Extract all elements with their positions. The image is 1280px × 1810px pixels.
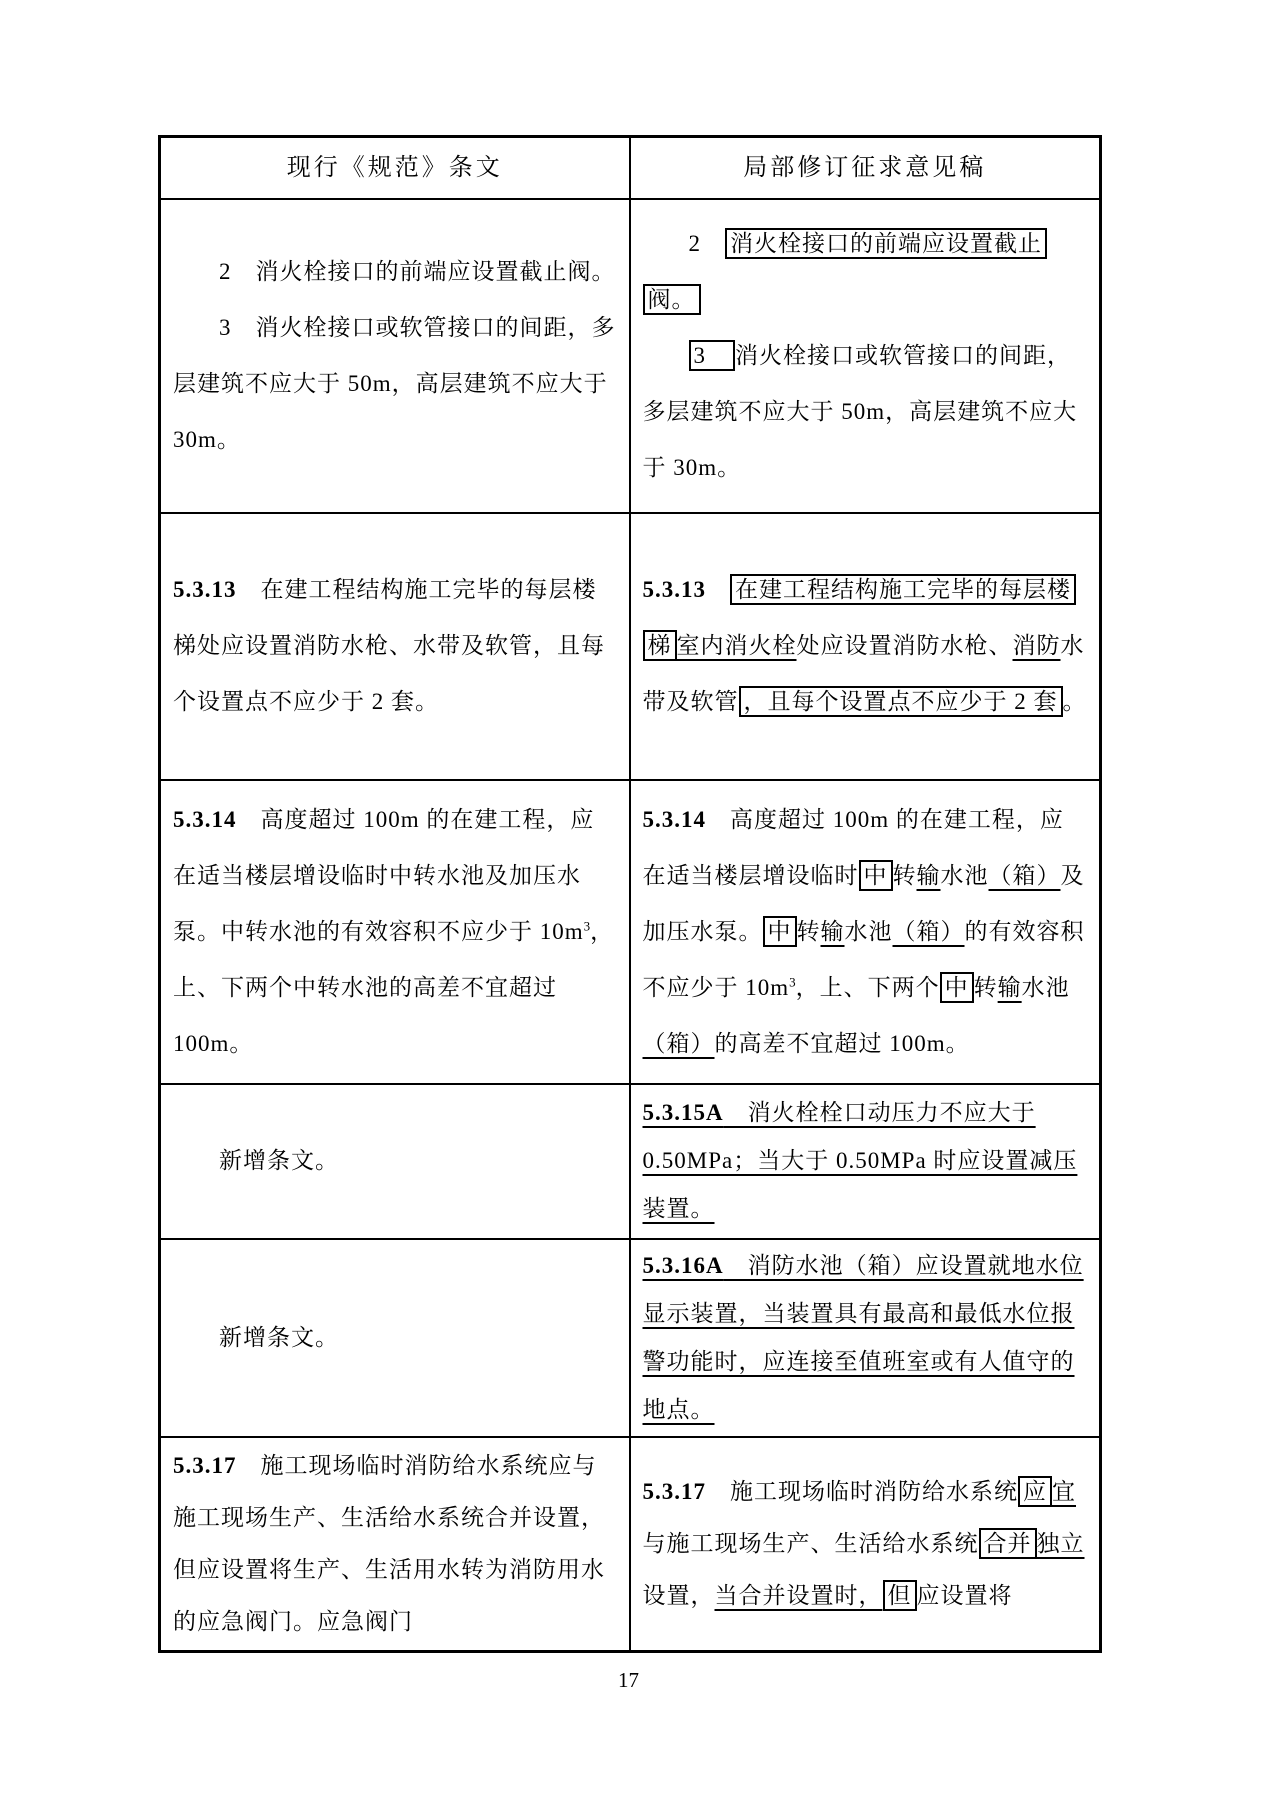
cell-revision-draft-5-3-17 bbox=[630, 1437, 1101, 1652]
deleted-text-box: 中 bbox=[859, 860, 893, 891]
inserted-section-number: 5.3.16A bbox=[642, 1252, 724, 1278]
section-number: 5.3.14 bbox=[173, 806, 237, 832]
cell-current-code-hydrant-connections bbox=[160, 199, 630, 513]
inserted-text: （箱） bbox=[988, 862, 1061, 888]
deleted-text-box: 合并 bbox=[979, 1528, 1037, 1559]
text-run: 3 消火栓接口或软管接口的间距，多层建筑不应大于 50m，高层建筑不应大于 30m。 bbox=[173, 314, 616, 452]
cell-current-code-5-3-16a bbox=[160, 1239, 630, 1437]
inserted-text: （箱） bbox=[642, 1030, 715, 1056]
text-run: 水池 bbox=[940, 862, 989, 888]
text-run bbox=[706, 577, 730, 602]
deleted-text-box: 中 bbox=[940, 972, 974, 1003]
text-run: 转 bbox=[796, 918, 821, 944]
cell-revision-draft-5-3-13 bbox=[630, 513, 1101, 780]
section-number: 5.3.14 bbox=[642, 806, 706, 832]
superscript-exponent: 3 bbox=[583, 917, 591, 933]
text-run: 2 消火栓接口的前端应设置截止阀。 bbox=[219, 258, 616, 284]
deleted-text-box: 应 bbox=[1018, 1476, 1052, 1507]
text-run: 应设置将 bbox=[916, 1582, 1013, 1608]
text-run: 2 bbox=[688, 230, 725, 256]
text-run: 高度超过 100m 的在建工程，应在适当楼层增设临时 bbox=[642, 806, 1064, 888]
paragraph bbox=[643, 1242, 1088, 1434]
paragraph bbox=[173, 244, 617, 300]
paragraph bbox=[643, 328, 1088, 496]
deleted-text-box: 在建工程结构施工完毕的每层楼梯 bbox=[643, 574, 1077, 661]
inserted-text: （箱） bbox=[892, 918, 965, 944]
text-run: 水池 bbox=[844, 918, 893, 944]
text-run: 水池 bbox=[1021, 974, 1070, 1000]
deleted-text-box: 但 bbox=[883, 1580, 917, 1611]
inserted-text: 当合并设置时， bbox=[714, 1582, 883, 1608]
cell-current-code-5-3-13 bbox=[160, 513, 630, 780]
table-row-5-3-16a bbox=[160, 1239, 1101, 1437]
deleted-text-box: 中 bbox=[763, 916, 797, 947]
paragraph bbox=[173, 300, 617, 468]
inserted-text: 输 bbox=[820, 918, 845, 944]
cell-current-code-5-3-17 bbox=[160, 1437, 630, 1652]
paragraph bbox=[173, 1314, 617, 1362]
inserted-text: 消防 bbox=[1012, 633, 1061, 658]
page-number: 17 bbox=[618, 1668, 639, 1692]
text-run: 转 bbox=[973, 974, 998, 1000]
inserted-text: 消防水池（箱）应设置就地水位显示装置，当装置具有最高和最低水位报警功能时，应连接至值班室或有人值守的地点。 bbox=[642, 1252, 1084, 1422]
cell-revision-draft-hydrant-connections bbox=[630, 199, 1101, 513]
inserted-text: 独立 bbox=[1036, 1530, 1085, 1556]
inserted-text: 宜 bbox=[1052, 1478, 1076, 1504]
text-run: ，上、下两个中转水池的高差不宜超过 100m。 bbox=[173, 918, 615, 1056]
column-header-revision-draft: 局部修订征求意见稿 bbox=[630, 137, 1101, 199]
inserted-section-number: 5.3.15A bbox=[642, 1100, 724, 1125]
paragraph bbox=[643, 1466, 1088, 1622]
table-row-5-3-14 bbox=[160, 780, 1101, 1084]
text-run: 及加压水泵。 bbox=[642, 862, 1085, 944]
paragraph bbox=[643, 792, 1088, 1072]
inserted-text: 室内消火栓 bbox=[676, 633, 797, 658]
text-run: 消火栓接口或软管接口的间距，多层建筑不应大于 50m，高层建筑不应大于 30m。 bbox=[642, 342, 1078, 480]
text-run: 施工现场临时消防给水系统应与施工现场生产、生活给水系统合并设置，但应设置将生产、生活用水转为消防用水的应急阀门。应急阀门 bbox=[173, 1452, 605, 1634]
paragraph bbox=[173, 1137, 617, 1185]
text-run: 水带及软管 bbox=[642, 633, 1085, 714]
text-run: 新增条文。 bbox=[219, 1324, 339, 1350]
deleted-text-box: 消火栓接口的前端应设置截止阀。 bbox=[643, 228, 1048, 315]
section-number: 5.3.13 bbox=[642, 577, 706, 602]
inserted-text: 输 bbox=[916, 862, 941, 888]
cell-revision-draft-5-3-14 bbox=[630, 780, 1101, 1084]
text-run: 。 bbox=[1062, 689, 1087, 714]
text-run: 施工现场临时消防给水系统 bbox=[706, 1478, 1018, 1504]
paragraph bbox=[643, 1089, 1088, 1233]
text-run: 与施工现场生产、生活给水系统 bbox=[642, 1530, 979, 1556]
section-number: 5.3.17 bbox=[642, 1478, 706, 1504]
deleted-text-box: 3 bbox=[689, 340, 736, 371]
superscript-exponent: 3 bbox=[789, 973, 796, 989]
text-run: 新增条文。 bbox=[219, 1148, 339, 1173]
cell-current-code-5-3-14 bbox=[160, 780, 630, 1084]
text-run: 设置， bbox=[642, 1582, 715, 1608]
table-row-5-3-15a bbox=[160, 1084, 1101, 1239]
section-number: 5.3.17 bbox=[173, 1452, 237, 1478]
deleted-text-box: ，且每个设置点不应少于 2 套 bbox=[739, 686, 1063, 717]
section-number: 5.3.13 bbox=[173, 577, 237, 602]
inserted-text: 输 bbox=[997, 974, 1022, 1000]
text-run: ，上、下两个 bbox=[795, 974, 940, 1000]
table-header-row bbox=[160, 137, 1101, 199]
cell-revision-draft-5-3-16a bbox=[630, 1239, 1101, 1437]
paragraph bbox=[643, 562, 1088, 730]
table-row-5-3-17 bbox=[160, 1437, 1101, 1652]
column-header-current-code: 现行《规范》条文 bbox=[160, 137, 630, 199]
text-run: 的高差不宜超过 100m。 bbox=[714, 1030, 970, 1056]
table-row-hydrant-connections bbox=[160, 199, 1101, 513]
cell-current-code-5-3-15a bbox=[160, 1084, 630, 1239]
text-run: 转 bbox=[892, 862, 917, 888]
cell-revision-draft-5-3-15a bbox=[630, 1084, 1101, 1239]
revision-comparison-table bbox=[158, 135, 1102, 1653]
paragraph bbox=[643, 216, 1088, 328]
table-row-5-3-13 bbox=[160, 513, 1101, 780]
text-run: 高度超过 100m 的在建工程，应在适当楼层增设临时中转水池及加压水泵。中转水池的有效容积不应少于 10m bbox=[173, 806, 595, 944]
text-run: 在建工程结构施工完毕的每层楼梯处应设置消防水枪、水带及软管，且每个设置点不应少于 2 套。 bbox=[173, 577, 605, 714]
text-run: 处应设置消防水枪、 bbox=[796, 633, 1013, 658]
paragraph bbox=[173, 792, 617, 1072]
paragraph bbox=[173, 562, 617, 730]
text-run: 的有效容积不应少于 10m bbox=[642, 918, 1085, 1000]
inserted-text: 消火栓栓口动压力不应大于 0.50MPa；当大于 0.50MPa 时应设置减压装置。 bbox=[642, 1100, 1078, 1221]
paragraph bbox=[173, 1440, 617, 1648]
